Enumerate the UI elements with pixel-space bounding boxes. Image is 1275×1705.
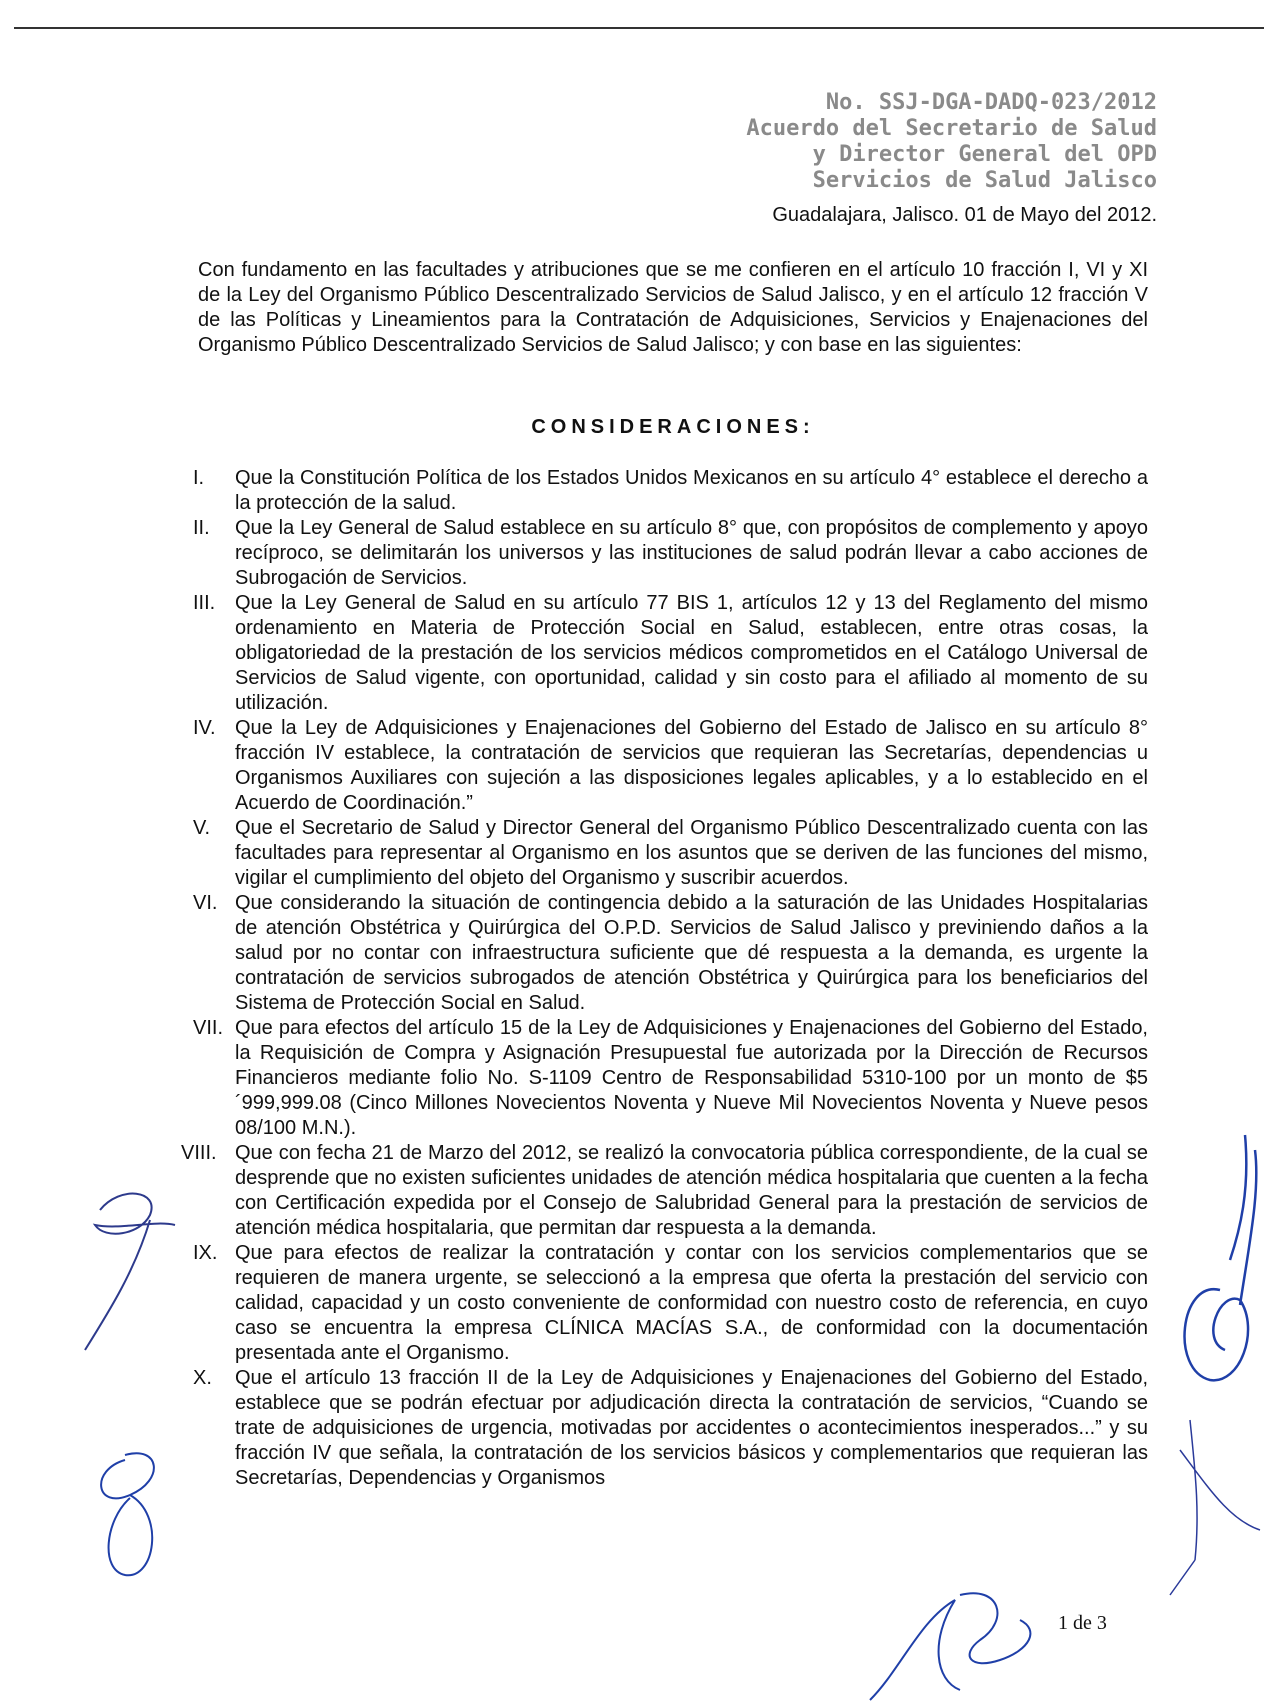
doc-number: No. SSJ-DGA-DADQ-023/2012 [825, 90, 1157, 115]
item-text: Que la Ley General de Salud establece en su artículo 8° que, con propósitos de complemento y apoyo recíproco, se delimitarán los universos y las instituciones de salud podrán llevar a cabo acciones de Subrogación de Servicios. [235, 517, 1148, 589]
item-text: Que la Constitución Política de los Estados Unidos Mexicanos en su artículo 4° establece el derecho a la protección de la salud. [235, 467, 1148, 514]
consideration-item [193, 816, 1148, 891]
considerations-title: CONSIDERACIONES: [531, 416, 815, 438]
top-rule [14, 27, 1264, 29]
consideration-item [193, 716, 1148, 816]
handwritten-initial-left-top [80, 1180, 180, 1360]
handwritten-signature-right [1160, 1130, 1270, 1430]
considerations-list [181, 466, 1148, 1491]
item-text: Que con fecha 21 de Marzo del 2012, se realizó la convocatoria pública correspondiente, de la cual se desprende que no existen suficientes unidades de atención médica hospitalaria que cuenten a la fecha con Certificación expedida por el Consejo de Salubridad General para la prestación de servicios de atención médica hospitalaria, que permitan dar respuesta a la demanda. [235, 1142, 1148, 1239]
consideration-item [193, 591, 1148, 716]
item-text: Que considerando la situación de contingencia debido a la saturación de las Unidades Hospitalarias de atención Obstétrica y Quirúrgica del O.P.D. Servicios de Salud Jalisco y previniendo daños a la salud por no contar con infraestructura suficiente que dé respuesta a la demanda, es urgente la contratación de servicios subrogados de atención Obstétrica y Quirúrgica para los beneficiarios del Sistema de Protección Social en Salud. [235, 892, 1148, 1014]
item-number: IV. [193, 717, 216, 739]
item-text: Que el Secretario de Salud y Director General del Organismo Público Descentralizado cuenta con las facultades para representar al Organismo en los asuntos que se deriven de las funciones del mismo, vigilar el cumplimiento del objeto del Organismo y suscribir acuerdos. [235, 817, 1148, 889]
item-number: VII. [193, 1017, 224, 1039]
item-text: Que la Ley General de Salud en su artículo 77 BIS 1, artículos 12 y 13 del Reglamento del mismo ordenamiento en Materia de Protección Social en Salud, establecen, entre otras cosas, la obligatoriedad de la prestación de los servicios médicos comprometidos en el Catálogo Universal de Servicios de Salud vigente, con oportunidad, calidad y sin costo para el afiliado al momento de su utilización. [235, 592, 1148, 714]
consideration-item [181, 1141, 1148, 1241]
item-text: Que para efectos del artículo 15 de la Ley de Adquisiciones y Enajenaciones del Gobierno del Estado, la Requisición de Compra y Asignación Presupuestal fue autorizada por la Dirección de Recursos Financieros mediante folio No. S-1109 Centro de Responsabilidad 5310-100 por un monto de $5´999,999.08 (Cinco Millones Novecientos Noventa y Nueve Mil Novecientos Noventa y Nueve pesos 08/100 M.N.). [235, 1017, 1148, 1139]
item-number: X. [193, 1367, 212, 1389]
consideration-item [193, 1016, 1148, 1141]
item-number: V. [193, 817, 211, 839]
header-title-line3: Servicios de Salud Jalisco [812, 168, 1157, 193]
consideration-item [193, 1241, 1148, 1366]
item-number: VI. [193, 892, 218, 914]
item-text: Que la Ley de Adquisiciones y Enajenaciones del Gobierno del Estado de Jalisco en su artículo 8° fracción IV establece, la contratación de servicios que requieran las Secretarías, dependencias u Organismos Auxiliares con sujeción a las disposiciones legales aplicables, y a lo establecido en el Acuerdo de Coordinación.” [235, 717, 1148, 814]
place-date: Guadalajara, Jalisco. 01 de Mayo del 2012. [772, 204, 1157, 226]
page-number: 1 de 3 [1058, 1612, 1107, 1634]
item-number: IX. [193, 1242, 218, 1264]
item-text: Que el artículo 13 fracción II de la Ley de Adquisiciones y Enajenaciones del Gobierno del Estado, establece que se podrán efectuar por adjudicación directa la contratación de servicios, “Cuando se trate de adquisiciones de urgencia, motivadas por accidentes o acontecimientos inesperados...” y su fracción IV que señala, la contratación de los servicios básicos y complementarios que requieran las Secretarías, Dependencias y Organismos [235, 1367, 1148, 1489]
handwritten-signature-bottom [860, 1580, 1060, 1705]
item-text: Que para efectos de realizar la contratación y contar con los servicios complementarios que se requieren de manera urgente, se seleccionó a la empresa que oferta la prestación del servicio con calidad, capacidad y un costo conveniente de conformidad con nuestro costo de referencia, en cuyo caso se encuentra la empresa CLÍNICA MACÍAS S.A., de conformidad con la documentación presentada ante el Organismo. [235, 1242, 1148, 1364]
header-title-line2: y Director General del OPD [812, 142, 1157, 167]
document-header [746, 90, 1157, 194]
item-number: I. [193, 467, 205, 489]
header-title-line1: Acuerdo del Secretario de Salud [746, 116, 1157, 141]
consideration-item [193, 891, 1148, 1016]
consideration-item [193, 516, 1148, 591]
item-number: III. [193, 592, 216, 614]
handwritten-initial-left-bottom [85, 1440, 175, 1590]
consideration-item [193, 466, 1148, 516]
handwritten-stroke-right [1150, 1410, 1270, 1600]
intro-paragraph: Con fundamento en las facultades y atribuciones que se me confieren en el artículo 10 fracción I, VI y XI de la Ley del Organismo Público Descentralizado Servicios de Salud Jalisco, y en el artículo 12 fracción V de las Políticas y Lineamientos para la Contratación de Adquisiciones, Servicios y Enajenaciones del Organismo Público Descentralizado Servicios de Salud Jalisco; y con base en las siguientes: [198, 259, 1148, 356]
item-number: VIII. [181, 1142, 217, 1164]
item-number: II. [193, 517, 210, 539]
consideration-item [193, 1366, 1148, 1491]
